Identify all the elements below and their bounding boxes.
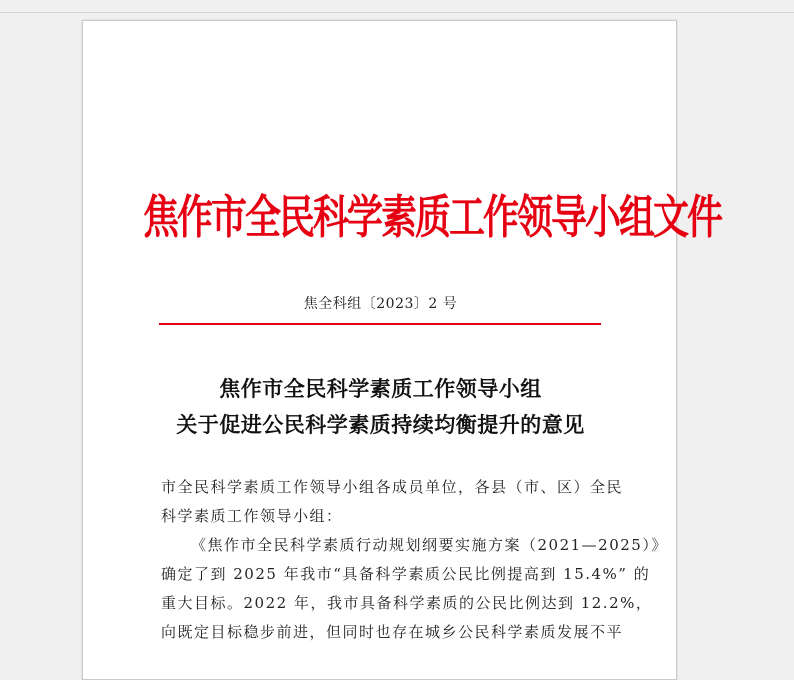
paragraph-line-2: 确定了到 2025 年我市“具备科学素质公民比例提高到 15.4%” 的 xyxy=(161,565,651,583)
body-paragraph xyxy=(161,531,668,647)
document-page xyxy=(82,20,722,680)
salutation-line-1: 市全民科学素质工作领导小组各成员单位，各县（市、区）全民 xyxy=(161,478,624,496)
viewer-top-divider xyxy=(0,12,794,13)
paragraph-line-1: 《焦作市全民科学素质行动规划纲要实施方案（2021—2025）》 xyxy=(191,536,668,554)
document-title-line-2: 关于促进公民科学素质持续均衡提升的意见 xyxy=(176,412,585,437)
red-separator-line xyxy=(159,323,601,325)
salutation xyxy=(161,473,624,531)
document-title-line-1: 焦作市全民科学素质工作领导小组 xyxy=(219,376,542,401)
document-body xyxy=(161,473,668,647)
paragraph-line-4: 向既定目标稳步前进，但同时也存在城乡公民科学素质发展不平 xyxy=(161,623,624,641)
paragraph-line-3: 重大目标。2022 年，我市具备科学素质的公民比例达到 12.2%， xyxy=(161,594,653,612)
document-number: 焦全科组〔2023〕2 号 xyxy=(303,296,458,312)
salutation-line-2: 科学素质工作领导小组： xyxy=(161,507,343,525)
red-document-header: 焦作市全民科学素质工作领导小组文件 xyxy=(143,192,722,245)
